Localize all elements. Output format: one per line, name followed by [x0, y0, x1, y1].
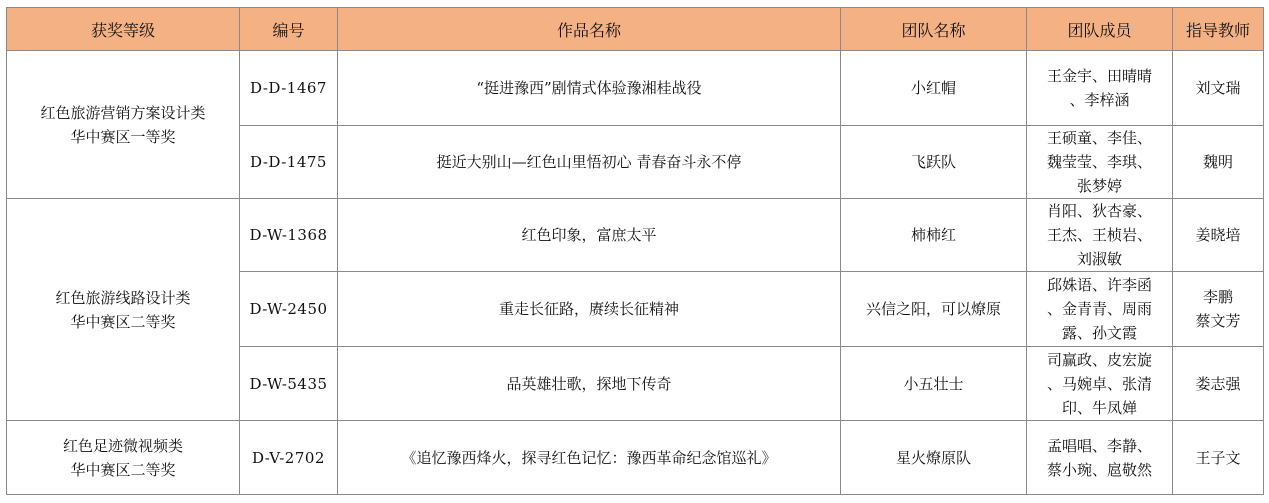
award-level-cell: 红色旅游线路设计类 华中赛区二等奖	[7, 199, 240, 421]
header-award-level: 获奖等级	[7, 8, 240, 51]
team-members-cell: 王硕童、李佳、 魏莹莹、李琪、 张梦婷	[1027, 126, 1173, 199]
advisor-cell: 姜晓培	[1173, 199, 1264, 272]
advisor-cell: 刘文瑞	[1173, 51, 1264, 126]
work-name-cell: 重走长征路，赓续长征精神	[338, 272, 841, 347]
code-cell: D-V-2702	[240, 421, 338, 495]
work-name-cell: 品英雄壮歌，探地下传奇	[338, 347, 841, 421]
code-cell: D-W-2450	[240, 272, 338, 347]
team-members-cell: 王金宇、田晴晴 、李梓涵	[1027, 51, 1173, 126]
advisor-cell: 魏明	[1173, 126, 1264, 199]
advisor-cell: 李鹏 蔡文芳	[1173, 272, 1264, 347]
header-row	[7, 8, 1264, 51]
award-level-cell: 红色旅游营销方案设计类 华中赛区一等奖	[7, 51, 240, 199]
header-code: 编号	[240, 8, 338, 51]
header-team-members: 团队成员	[1027, 8, 1173, 51]
team-members-cell: 孟唱唱、李静、 蔡小琬、扈敬然	[1027, 421, 1173, 495]
table-row	[7, 421, 1264, 495]
team-name-cell: 飞跃队	[841, 126, 1027, 199]
header-advisor: 指导教师	[1173, 8, 1264, 51]
award-level-cell: 红色足迹微视频类 华中赛区二等奖	[7, 421, 240, 495]
header-work-name: 作品名称	[338, 8, 841, 51]
awards-table	[6, 7, 1264, 495]
work-name-cell: 《追忆豫西烽火，探寻红色记忆：豫西革命纪念馆巡礼》	[338, 421, 841, 495]
table-row	[7, 51, 1264, 126]
code-cell: D-W-1368	[240, 199, 338, 272]
team-members-cell: 司赢政、皮宏旋 、马婉卓、张清 印、牛凤婵	[1027, 347, 1173, 421]
team-members-cell: 邱姝语、许李函 、金青青、周雨 露、孙文霞	[1027, 272, 1173, 347]
header-team-name: 团队名称	[841, 8, 1027, 51]
advisor-cell: 王子文	[1173, 421, 1264, 495]
work-name-cell: 挺近大别山—红色山里悟初心 青春奋斗永不停	[338, 126, 841, 199]
work-name-cell: 红色印象，富庶太平	[338, 199, 841, 272]
team-members-cell: 肖阳、狄杏豪、 王杰、王桢岩、 刘淑敏	[1027, 199, 1173, 272]
table-row	[7, 199, 1264, 272]
code-cell: D-D-1467	[240, 51, 338, 126]
team-name-cell: 小红帽	[841, 51, 1027, 126]
team-name-cell: 柿柿红	[841, 199, 1027, 272]
code-cell: D-W-5435	[240, 347, 338, 421]
advisor-cell: 娄志强	[1173, 347, 1264, 421]
team-name-cell: 星火燎原队	[841, 421, 1027, 495]
work-name-cell: “挺进豫西”剧情式体验豫湘桂战役	[338, 51, 841, 126]
team-name-cell: 小五壮士	[841, 347, 1027, 421]
team-name-cell: 兴信之阳，可以燎原	[841, 272, 1027, 347]
code-cell: D-D-1475	[240, 126, 338, 199]
